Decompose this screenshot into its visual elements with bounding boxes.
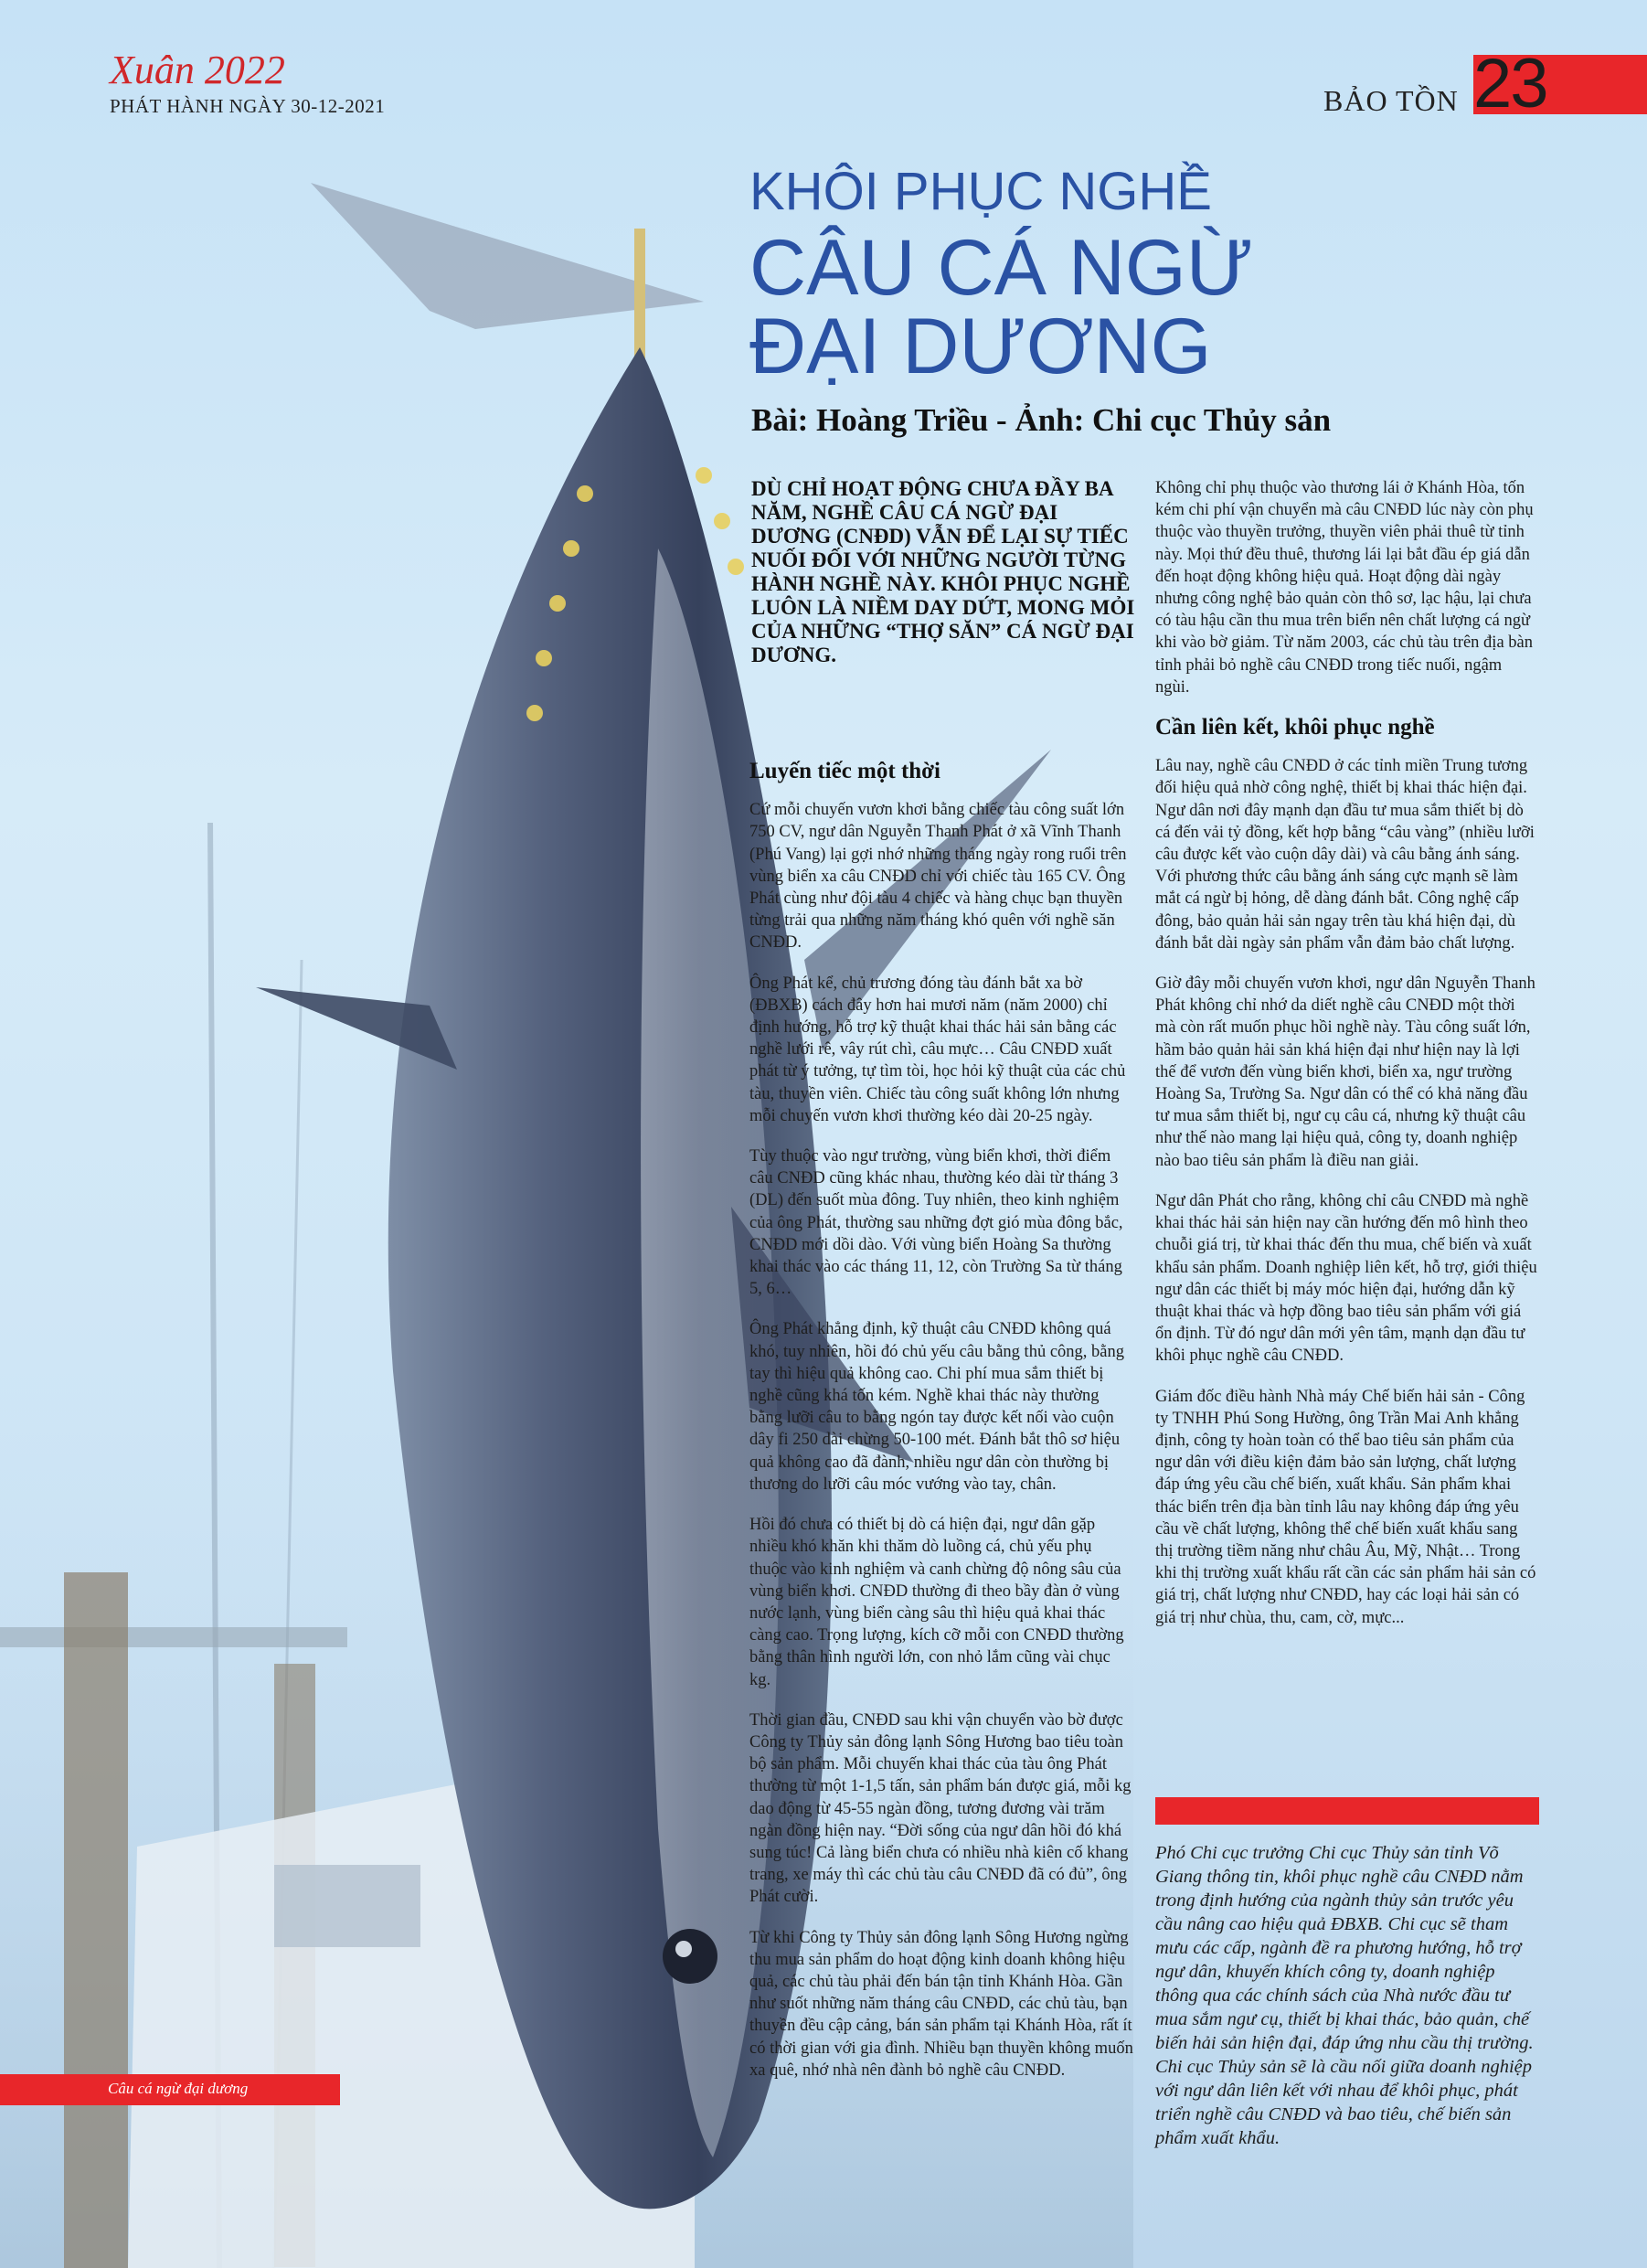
paragraph: Hồi đó chưa có thiết bị dò cá hiện đại, ngư dân gặp nhiều khó khăn khi thăm dò luồng cá, chủ yếu phụ thuộc vào kinh nghiệm và canh chừng độ nông sâu của vùng biển khơi. CNĐD thường đi theo bầy đàn ở vùng nước lạnh, vùng biển càng sâu thì hiệu quả khai thác càng cao. Trọng lượng, kích cỡ mỗi con CNĐD thường bằng thân hình người lớn, con nhỏ lắm cũng vài chục kg. — [749, 1516, 1124, 1689]
paragraph: Ông Phát khẳng định, kỹ thuật câu CNĐD không quá khó, tuy nhiên, hồi đó chủ yếu câu bằng thủ công, bằng tay thì hiệu quả không cao. Chi phí mua sắm thiết bị nghề cũng khá tốn kém. Nghề khai thác này thường bằng lưỡi câu to bằng ngón tay được kết nối vào cuộn dây fi 250 dài chừng 50-100 mét. Đánh bắt thô sơ hiệu quả không cao đã đành, nhiều ngư dân còn thường bị thương do lưỡi câu móc vướng vào tay, chân. — [749, 1320, 1124, 1494]
quote-accent-bar — [1155, 1797, 1539, 1825]
publication-date: PHÁT HÀNH NGÀY 30-12-2021 — [110, 95, 386, 117]
column-1 — [749, 761, 1133, 2100]
title-line-2: ĐẠI DƯƠNG — [749, 303, 1212, 390]
title-line-1: CÂU CÁ NGỪ — [749, 224, 1254, 312]
paragraph: Ngư dân Phát cho rằng, không chỉ câu CNĐD mà nghề khai thác hải sản hiện nay cần hướng đến mô hình theo chuỗi giá trị, từ khai thác đến thu mua, chế biến và xuất khẩu sản phẩm. Doanh nghiệp liên kết, hỗ trợ, giới thiệu ngư dân các thiết bị máy móc hiện đại, hướng dẫn kỹ thuật khai thác và hợp đồng bao tiêu sản phẩm với giá ổn định. Từ đó ngư dân mới yên tâm, mạnh dạn đầu tư khôi phục nghề câu CNĐD. — [1155, 1191, 1537, 1366]
article-title — [749, 224, 1389, 390]
paragraph: Không chỉ phụ thuộc vào thương lái ở Khánh Hòa, tốn kém chi phí vận chuyển mà câu CNĐD lúc này còn phụ thuộc vào thuyền trưởng, thuyền viên phải thuê từ tỉnh này. Mọi thứ đều thuê, thương lái lại bắt đầu ép giá dẫn đến hoạt động không hiệu quả. Hoạt động dài ngày nhưng công nghệ bảo quản còn thô sơ, lạc hậu, lại chưa có tàu hậu cần thu mua trên biển nên chất lượng cá ngừ khi vào bờ giảm. Từ năm 2003, các chủ tàu trên địa bàn tỉnh phải bỏ nghề câu CNĐD trong tiếc nuối, ngậm ngùi. — [1155, 479, 1534, 697]
article-kicker: KHÔI PHỤC NGHỀ — [749, 162, 1212, 221]
issue-header — [110, 48, 385, 118]
paragraph: Thời gian đầu, CNĐD sau khi vận chuyển vào bờ được Công ty Thủy sản đông lạnh Sông Hương bao tiêu toàn bộ sản phẩm. Mỗi chuyến khai thác của tàu ông Phát thường từ một 1-1,5 tấn, sản phẩm bán được giá, mỗi kg dao động từ 45-55 ngàn đồng, tương đương vài trăm ngàn đồng hiện nay. “Đời sống của ngư dân hồi đó khá sung túc! Cả làng biển chưa có nhiều nhà kiên cố khang trang, xe máy thì các chủ tàu câu CNĐD đã có đủ”, ông Phát cười. — [749, 1710, 1132, 1907]
paragraph: Cứ mỗi chuyến vươn khơi bằng chiếc tàu công suất lớn 750 CV, ngư dân Nguyễn Thanh Phát ở xã Vĩnh Thanh (Phú Vang) lại gợi nhớ những tháng ngày rong ruổi trên vùng biển xa câu CNĐD chỉ với chiếc tàu 165 CV. Ông Phát cùng như đội tàu 4 chiếc và hàng chục bạn thuyền từng trải qua những năm tháng khó quên với nghề săn CNĐD. — [749, 801, 1127, 953]
byline: Bài: Hoàng Triều - Ảnh: Chi cục Thủy sản — [751, 402, 1332, 438]
page-number: 23 — [1473, 45, 1547, 122]
column-2 — [1155, 477, 1539, 1647]
paragraph: Giám đốc điều hành Nhà máy Chế biến hải sản - Công ty TNHH Phú Song Hường, ông Trần Mai Anh khẳng định, công ty hoàn toàn có thể bao tiêu sản phẩm của ngư dân với điều kiện đảm bảo sản lượng, chất lượng đáp ứng yêu cầu chế biến, xuất khẩu. Sản phẩm khai thác biển trên địa bàn tỉnh lâu nay không đáp ứng yêu cầu về chất lượng, không thể chế biến xuất khẩu sang thị trường tiềm năng như châu Âu, Mỹ, Nhật… Trong khi thị trường xuất khẩu rất cần các sản phẩm hải sản có giá trị, chất lượng như CNĐD, hay các loại hải sản có giá trị như chùa, thu, cam, cờ, mực... — [1155, 1387, 1536, 1627]
photo-caption: Câu cá ngừ đại dương — [108, 2080, 249, 2097]
paragraph: Tùy thuộc vào ngư trường, vùng biển khơi, thời điểm câu CNĐD cũng khác nhau, thường kéo dài từ tháng 3 (DL) đến suốt mùa đông. Tuy nhiên, theo kinh nghiệm của ông Phát, thường sau những đợt gió mùa đông bắc, CNĐD mới dồi dào. Với vùng biển Hoàng Sa thường khai thác vào các tháng 11, 12, còn Trường Sa từ tháng 5, 6… — [749, 1147, 1123, 1299]
section-label: BẢO TỒN — [1323, 84, 1459, 117]
paragraph: Giờ đây mỗi chuyến vươn khơi, ngư dân Nguyễn Thanh Phát không chỉ nhớ da diết nghề câu CNĐD một thời mà còn rất muốn phục hồi nghề này. Tàu công suất lớn, hầm bảo quản hải sản khá hiện đại như hiện nay là lợi thế để vươn đến vùng biển khơi, biển xa, ngư trường Hoàng Sa, Trường Sa. Ngư dân có thể có khả năng đầu tư mua sắm thiết bị, ngư cụ câu cá, nhưng kỹ thuật câu như thế nào mang lại hiệu quả, công ty, doanh nghiệp nào bao tiêu sản phẩm là điều nan giải. — [1155, 974, 1535, 1170]
issue-title: Xuân 2022 — [110, 48, 285, 92]
paragraph: Lâu nay, nghề câu CNĐD ở các tỉnh miền Trung tương đối hiệu quả nhờ công nghệ, thiết bị khai thác hiện đại. Ngư dân nơi đây mạnh dạn đầu tư mua sắm thiết bị dò cá đến vải tỷ đồng, kết hợp bằng “câu vàng” (nhiều lưỡi câu được kết vào cuộn dây dài) và câu bằng ánh sáng. Với phương thức câu bằng ánh sáng cực mạnh sẽ làm mắt cá ngừ bị hỏng, dễ dàng đánh bắt. Công nghệ cấp đông, bảo quản hải sản ngay trên tàu khá hiện đại, dù đánh bắt dài ngày sản phẩm vẫn đảm bảo chất lượng. — [1155, 757, 1535, 953]
section-heading-2: Cần liên kết, khôi phục nghề — [1155, 715, 1435, 740]
lead-paragraph: DÙ CHỈ HOẠT ĐỘNG CHƯA ĐẦY BA NĂM, NGHỀ CÂU CÁ NGỪ ĐẠI DƯƠNG (CNĐD) VẪN ĐỂ LẠI SỰ TIẾC NUỐI ĐỐI VỚI NHỮNG NGƯỜI TỪNG HÀNH NGHỀ NÀY. KHÔI PHỤC NGHỀ LUÔN LÀ NIỀM DAY DỨT, MONG MỎI CỦA NHỮNG “THỢ SĂN” CÁ NGỪ ĐẠI DƯƠNG. — [751, 477, 1135, 666]
paragraph: Ông Phát kể, chủ trương đóng tàu đánh bắt xa bờ (ĐBXB) cách đây hơn hai mươi năm (năm 2000) chỉ định hướng, hỗ trợ kỹ thuật khai thác hải sản bằng các nghề lưới rê, vây rút chì, câu mực… Câu CNĐD xuất phát từ ý tưởng, tự tìm tòi, học hỏi kỹ thuật của các chủ tàu, thuyền viên. Chiếc tàu công suất không lớn nhưng mỗi chuyến vươn khơi thường kéo dài 20-25 ngày. — [749, 974, 1126, 1125]
paragraph: Từ khi Công ty Thủy sản đông lạnh Sông Hương ngừng thu mua sản phẩm do hoạt động kinh doanh không hiệu quả, các chủ tàu phải đến bán tận tỉnh Khánh Hòa. Gần như suốt những năm tháng câu CNĐD, các chủ tàu, bạn thuyền đều cập cảng, bán sản phẩm tại Khánh Hòa, rất ít có thời gian với gia đình. Nhiều bạn thuyền không muốn xa quê, nhớ nhà nên đành bỏ nghề câu CNĐD. — [749, 1928, 1133, 2080]
pull-quote: Phó Chi cục trưởng Chi cục Thủy sản tỉnh Võ Giang thông tin, khôi phục nghề câu CNĐD nằm trong định hướng của ngành thủy sản trước yêu cầu nâng cao hiệu quả ĐBXB. Chi cục sẽ tham mưu các cấp, ngành đề ra phương hướng, hỗ trợ ngư dân, khuyến khích công ty, doanh nghiệp thông qua các chính sách của Nhà nước đầu tư mua sắm ngư cụ, thiết bị khai thác, bảo quản, chế biến hải sản hiện đại, đáp ứng nhu cầu thị trường. Chi cục Thủy sản sẽ là cầu nối giữa doanh nghiệp với ngư dân liên kết với nhau để khôi phục, phát triển nghề câu CNĐD và bao tiêu, chế biến sản phẩm xuất khẩu. — [1155, 1843, 1534, 2148]
section-heading-1: Luyến tiếc một thời — [749, 759, 940, 783]
